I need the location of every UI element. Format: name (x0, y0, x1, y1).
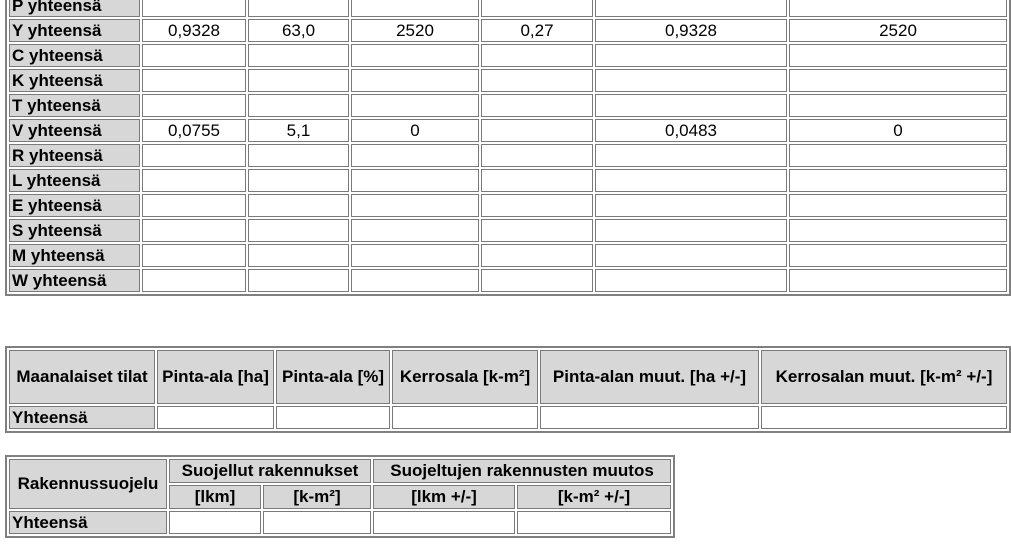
protection-header-row-1 (9, 459, 671, 483)
table-cell (789, 169, 1007, 192)
table-cell (595, 219, 787, 242)
table-cell (595, 244, 787, 267)
row-label: P yhteensä (9, 0, 140, 17)
table-cell (248, 219, 349, 242)
table-cell (157, 406, 274, 429)
table-cell (481, 194, 593, 217)
table-cell (248, 244, 349, 267)
row-label: S yhteensä (9, 219, 140, 242)
table-cell (481, 0, 593, 17)
table-cell (248, 269, 349, 292)
table-row (9, 219, 1007, 242)
table-cell (789, 244, 1007, 267)
table-cell (595, 69, 787, 92)
table-cell (595, 194, 787, 217)
row-label: E yhteensä (9, 194, 140, 217)
table-row (9, 269, 1007, 292)
row-label: R yhteensä (9, 144, 140, 167)
header-floor-area: Kerrosala [k-m²] (392, 350, 538, 404)
table-cell (595, 144, 787, 167)
table-cell (263, 511, 371, 534)
row-label: L yhteensä (9, 169, 140, 192)
header-area-change: Pinta-alan muut. [ha +/-] (540, 350, 759, 404)
header-floor-area-m2-change: [k-m² +/-] (517, 485, 671, 509)
table-cell (373, 511, 515, 534)
table-cell (351, 219, 479, 242)
table-cell (142, 0, 246, 17)
table-cell (351, 244, 479, 267)
table-cell (351, 194, 479, 217)
table-cell (595, 0, 787, 17)
table-row (9, 406, 1007, 429)
underground-header-row (9, 350, 1007, 404)
table-cell (540, 406, 759, 429)
main-summary-table (5, 0, 1011, 296)
table-cell: 0,9328 (595, 19, 787, 42)
header-count: [lkm] (169, 485, 261, 509)
table-cell (142, 194, 246, 217)
table-cell: 0,0483 (595, 119, 787, 142)
table-cell (142, 169, 246, 192)
protection-header (9, 459, 671, 509)
table-row (9, 0, 1007, 17)
header-underground-spaces: Maanalaiset tilat (9, 350, 155, 404)
row-label: Yhteensä (9, 406, 155, 429)
table-cell (248, 44, 349, 67)
table-cell: 5,1 (248, 119, 349, 142)
table-cell (169, 511, 261, 534)
header-area-percent: Pinta-ala [%] (276, 350, 390, 404)
table-cell (789, 94, 1007, 117)
header-protected-buildings: Suojellut rakennukset (169, 459, 371, 483)
table-cell (595, 94, 787, 117)
main-summary-body (9, 0, 1007, 292)
table-cell (351, 144, 479, 167)
table-cell (248, 94, 349, 117)
header-building-protection: Rakennussuojelu (9, 459, 167, 509)
row-label: Y yhteensä (9, 19, 140, 42)
table-cell: 0,0755 (142, 119, 246, 142)
underground-body (9, 406, 1007, 429)
table-row (9, 244, 1007, 267)
table-cell (481, 44, 593, 67)
table-cell (481, 244, 593, 267)
table-cell (351, 0, 479, 17)
table-cell (248, 194, 349, 217)
table-cell (595, 169, 787, 192)
row-label: W yhteensä (9, 269, 140, 292)
underground-spaces-table (5, 346, 1011, 433)
table-cell (481, 219, 593, 242)
table-row (9, 144, 1007, 167)
table-cell (789, 69, 1007, 92)
table-cell (481, 144, 593, 167)
protection-body (9, 511, 671, 534)
table-row (9, 169, 1007, 192)
header-protected-buildings-change: Suojeltujen rakennusten muutos (373, 459, 671, 483)
table-cell (142, 219, 246, 242)
table-cell: 0,27 (481, 19, 593, 42)
table-cell (789, 194, 1007, 217)
table-cell (142, 44, 246, 67)
table-cell (351, 94, 479, 117)
table-cell (481, 69, 593, 92)
table-cell: 0 (789, 119, 1007, 142)
table-cell (517, 511, 671, 534)
header-count-change: [lkm +/-] (373, 485, 515, 509)
table-cell (248, 144, 349, 167)
table-cell: 2520 (789, 19, 1007, 42)
table-cell: 0,9328 (142, 19, 246, 42)
underground-header (9, 350, 1007, 404)
table-cell (481, 119, 593, 142)
table-cell (761, 406, 1007, 429)
table-cell (276, 406, 390, 429)
header-floor-area-change: Kerrosalan muut. [k-m² +/-] (761, 350, 1007, 404)
table-cell (595, 269, 787, 292)
table-cell (595, 44, 787, 67)
table-cell (789, 44, 1007, 67)
table-cell (351, 44, 479, 67)
table-cell (789, 144, 1007, 167)
table-cell (142, 244, 246, 267)
row-label: T yhteensä (9, 94, 140, 117)
header-area-ha: Pinta-ala [ha] (157, 350, 274, 404)
table-row (9, 94, 1007, 117)
table-cell: 2520 (351, 19, 479, 42)
row-label: C yhteensä (9, 44, 140, 67)
table-row (9, 44, 1007, 67)
row-label: Yhteensä (9, 511, 167, 534)
table-cell (789, 219, 1007, 242)
table-cell (142, 69, 246, 92)
table-cell (481, 169, 593, 192)
table-cell (789, 0, 1007, 17)
row-label: V yhteensä (9, 119, 140, 142)
table-cell (142, 94, 246, 117)
row-label: M yhteensä (9, 244, 140, 267)
table-cell (248, 0, 349, 17)
table-cell (248, 169, 349, 192)
table-cell (142, 144, 246, 167)
table-row (9, 19, 1007, 42)
row-label: K yhteensä (9, 69, 140, 92)
table-row (9, 511, 671, 534)
table-row (9, 69, 1007, 92)
table-cell (351, 169, 479, 192)
table-cell (142, 269, 246, 292)
table-cell: 63,0 (248, 19, 349, 42)
building-protection-table (5, 455, 675, 538)
table-cell (392, 406, 538, 429)
table-row (9, 194, 1007, 217)
table-cell (789, 269, 1007, 292)
header-floor-area-m2: [k-m²] (263, 485, 371, 509)
table-cell (351, 269, 479, 292)
table-cell (481, 94, 593, 117)
table-row (9, 119, 1007, 142)
table-cell (248, 69, 349, 92)
table-cell (481, 269, 593, 292)
table-cell: 0 (351, 119, 479, 142)
table-cell (351, 69, 479, 92)
